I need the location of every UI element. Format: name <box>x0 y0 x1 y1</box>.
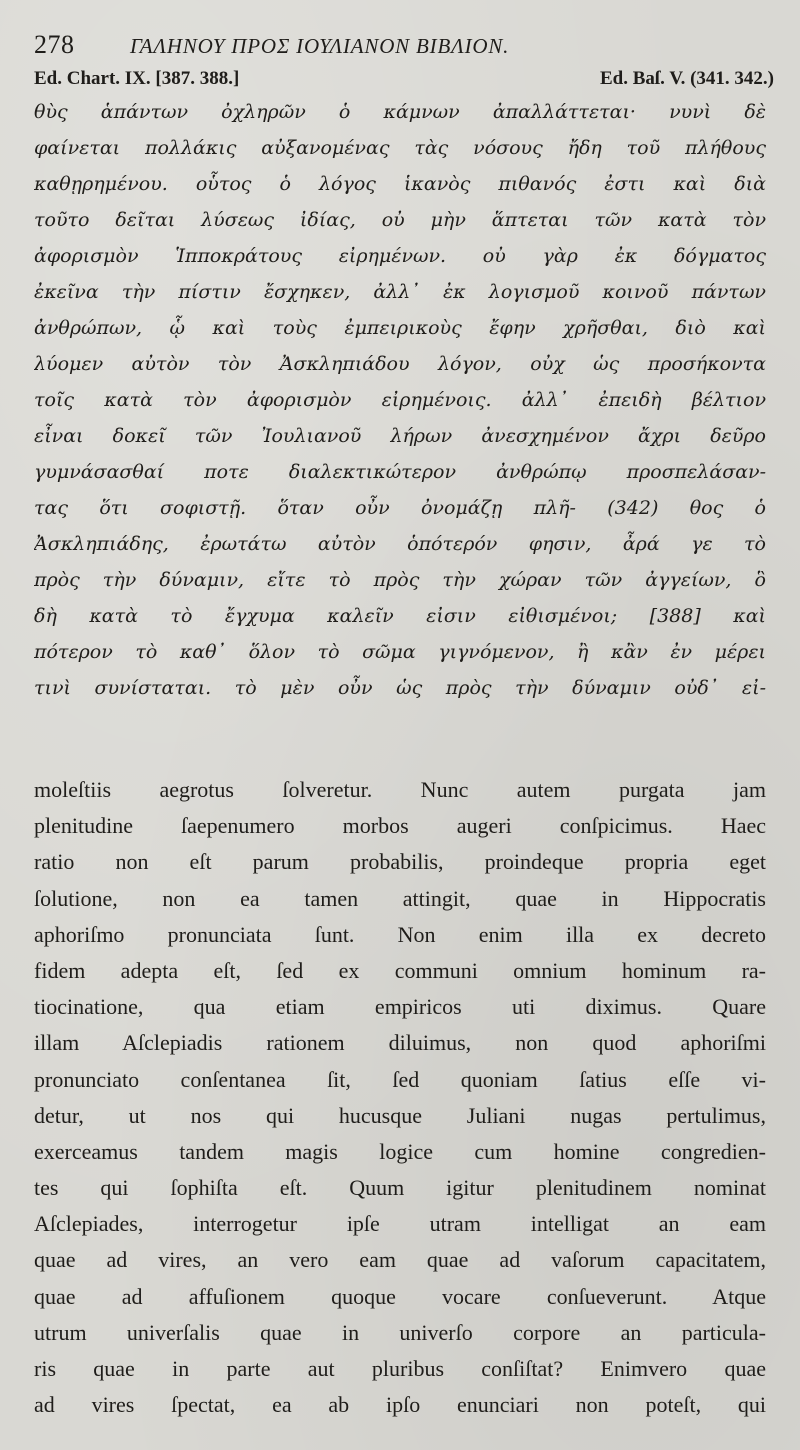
greek-text-line: δὴ κατὰ τὸ ἔγχυμα καλεῖν εἰσιν εἰθισμένοι; [388] καὶ <box>34 605 766 627</box>
latin-text-line: quae ad affuſionem quoque vocare conſueverunt. Atque <box>34 1283 766 1309</box>
latin-text-line: exerceamus tandem magis logice cum homine congredien- <box>34 1138 766 1164</box>
running-head <box>34 30 774 64</box>
greek-text-line: ἀφορισμὸν Ἱπποκράτους εἰρημένων. οὐ γὰρ ἐκ δόγματος <box>34 245 766 267</box>
latin-text-line: quae ad vires, an vero eam quae ad vaſorum capacitatem, <box>34 1247 766 1273</box>
greek-text-line: φαίνεται πολλάκις αὐξανομένας τὰς νόσους ἤδη τοῦ πλήθους <box>34 137 766 159</box>
greek-text-line: θὺς ἁπάντων ὀχληρῶν ὁ κάμνων ἀπαλλάττεται· νυνὶ δὲ <box>34 101 766 123</box>
latin-text-line: moleſtiis aegrotus ſolveretur. Nunc autem purgata jam <box>34 777 766 802</box>
edition-reference-line <box>34 68 774 96</box>
greek-text-line: καθῃρημένου. οὗτος ὁ λόγος ἱκανὸς πιθανός ἐστι καὶ διὰ <box>34 173 766 195</box>
latin-text-block <box>34 772 766 1423</box>
greek-text-line: πότερον τὸ καθ᾽ ὅλον τὸ σῶμα γιγνόμενον, ἢ κἂν ἐν μέρει <box>34 641 766 663</box>
greek-text-line: ἀνθρώπων, ᾧ καὶ τοὺς ἐμπειρικοὺς ἔφην χρῆσθαι, διὸ καὶ <box>34 317 766 339</box>
greek-text-line: τας ὅτι σοφιστῇ. ὅταν οὖν ὀνομάζῃ πλῆ- (342) θος ὁ <box>34 497 766 519</box>
latin-text-line: ad vires ſpectat, ea ab ipſo enunciari non poteſt, qui <box>34 1392 766 1418</box>
latin-text-line: detur, ut nos qui hucusque Juliani nugas pertulimus, <box>34 1102 766 1128</box>
latin-text-line: plenitudine ſaepenumero morbos augeri conſpicimus. Haec <box>34 813 766 839</box>
page-number: 278 <box>34 30 75 59</box>
running-title: ΓΑΛΗΝΟΥ ΠΡΟΣ ΙΟΥΛΙΑΝΟΝ ΒΙΒΛΙΟΝ. <box>130 34 510 58</box>
greek-text-line: λύομεν αὐτὸν τὸν Ἀσκληπιάδου λόγον, οὐχ ὡς προσήκοντα <box>34 353 766 375</box>
latin-text-line: tes qui ſophiſta eſt. Quum igitur plenitudinem nominat <box>34 1175 766 1201</box>
greek-text-line: πρὸς τὴν δύναμιν, εἴτε τὸ πρὸς τὴν χώραν τῶν ἀγγείων, ὃ <box>34 569 766 591</box>
edition-reference-basel: Ed. Baſ. V. (341. 342.) <box>599 68 774 89</box>
latin-text-line: utrum univerſalis quae in univerſo corpore an particula- <box>34 1319 766 1345</box>
latin-text-line: pronunciato conſentanea ſit, ſed quoniam ſatius eſſe vi- <box>34 1066 766 1092</box>
latin-text-line: ſolutione, non ea tamen attingit, quae in Hippocratis <box>34 885 766 911</box>
greek-text-line: τοῖς κατὰ τὸν ἀφορισμὸν εἰρημένοις. ἀλλ᾽ ἐπειδὴ βέλτιον <box>34 389 766 411</box>
greek-text-line: ἐκεῖνα τὴν πίστιν ἔσχηκεν, ἀλλ᾽ ἐκ λογισμοῦ κοινοῦ πάντων <box>34 281 766 303</box>
greek-text-line: γυμνάσασθαί ποτε διαλεκτικώτερον ἀνθρώπῳ προσπελάσαν- <box>34 461 766 483</box>
latin-text-line: Aſclepiades, interrogetur ipſe utram intelligat an eam <box>34 1211 766 1237</box>
latin-text-line: ratio non eſt parum probabilis, proindeque propria eget <box>34 849 766 875</box>
latin-text-line: ris quae in parte aut pluribus conſiſtat? Enimvero quae <box>34 1356 766 1381</box>
greek-text-line: τινὶ συνίσταται. τὸ μὲν οὖν ὡς πρὸς τὴν δύναμιν οὐδ᾽ εἰ- <box>34 677 766 699</box>
latin-text-line: tiocinatione, qua etiam empiricos uti diximus. Quare <box>34 994 766 1020</box>
greek-text-line: Ἀσκληπιάδης, ἐρωτάτω αὐτὸν ὁπότερόν φησιν, ἆρά γε τὸ <box>34 533 766 555</box>
latin-text-line: aphoriſmo pronunciata ſunt. Non enim illa ex decreto <box>34 921 766 947</box>
latin-text-line: illam Aſclepiadis rationem diluimus, non quod aphoriſmi <box>34 1030 766 1056</box>
greek-text-block <box>34 94 766 706</box>
greek-text-line: τοῦτο δεῖται λύσεως ἰδίας, οὐ μὴν ἅπτεται τῶν κατὰ τὸν <box>34 209 766 231</box>
edition-reference-chartier: Ed. Chart. IX. [387. 388.] <box>34 68 240 89</box>
greek-text-line: εἶναι δοκεῖ τῶν Ἰουλιανοῦ λήρων ἀνεσχημένον ἄχρι δεῦρο <box>34 425 766 447</box>
latin-text-line: fidem adepta eſt, ſed ex communi omnium hominum ra- <box>34 957 766 983</box>
